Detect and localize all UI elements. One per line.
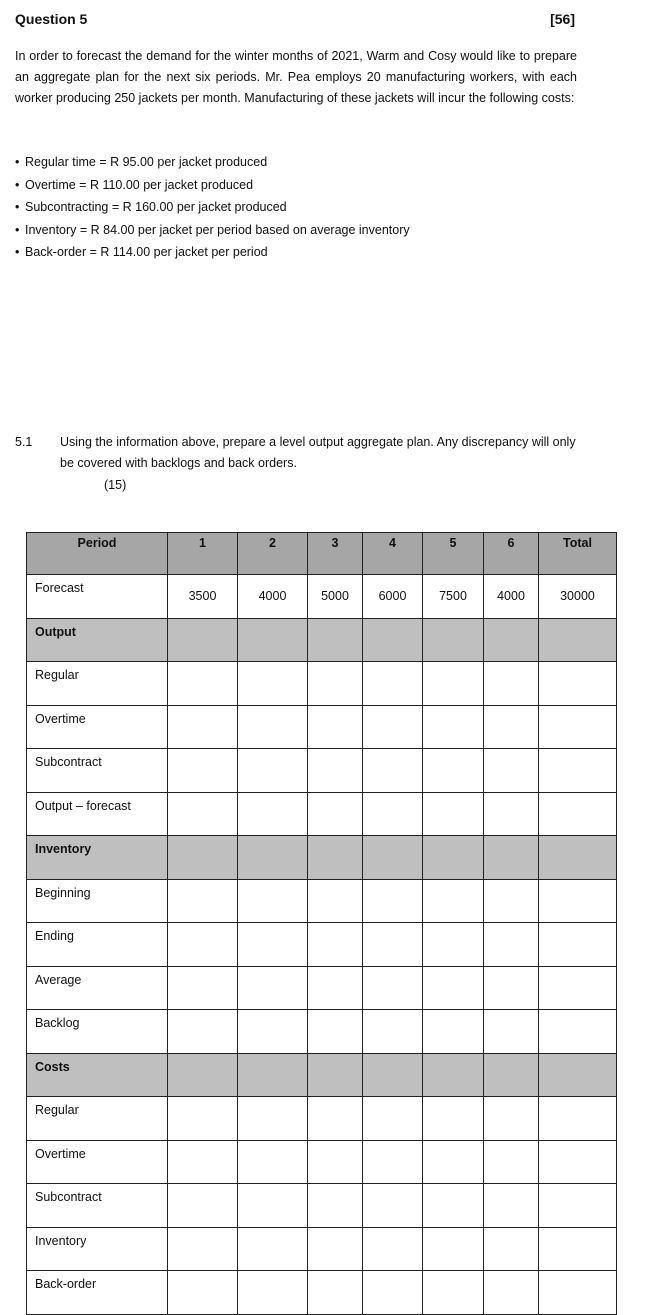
answer-cell[interactable] (308, 662, 363, 706)
table-row (27, 705, 617, 749)
answer-cell[interactable] (168, 966, 238, 1010)
answer-cell[interactable] (423, 966, 484, 1010)
answer-cell[interactable] (168, 879, 238, 923)
answer-cell[interactable] (308, 1010, 363, 1054)
row-label: Subcontract (27, 749, 168, 793)
forecast-cell: 6000 (363, 575, 423, 619)
answer-cell[interactable] (423, 792, 484, 836)
forecast-total-cell: 30000 (539, 575, 617, 619)
col-header-total: Total (539, 533, 617, 575)
answer-cell[interactable] (363, 879, 423, 923)
table-row (27, 1010, 617, 1054)
answer-cell[interactable] (308, 879, 363, 923)
answer-cell[interactable] (539, 966, 617, 1010)
answer-cell[interactable] (238, 749, 308, 793)
answer-cell[interactable] (539, 1271, 617, 1315)
answer-cell[interactable] (238, 1140, 308, 1184)
answer-cell[interactable] (539, 1227, 617, 1271)
answer-cell[interactable] (423, 662, 484, 706)
answer-cell[interactable] (363, 749, 423, 793)
row-label: Forecast (27, 575, 168, 619)
answer-cell[interactable] (168, 705, 238, 749)
section-row-costs (27, 1053, 617, 1097)
forecast-cell: 4000 (238, 575, 308, 619)
answer-cell[interactable] (238, 879, 308, 923)
answer-cell[interactable] (484, 966, 539, 1010)
answer-cell[interactable] (168, 1227, 238, 1271)
subquestion-text: Using the information above, prepare a level output aggregate plan. Any discrepancy will only be covered with backlogs and back orders. (60, 435, 576, 470)
answer-cell[interactable] (539, 792, 617, 836)
answer-cell[interactable] (308, 1271, 363, 1315)
bullet-icon: • (15, 222, 20, 237)
section-row-inventory (27, 836, 617, 880)
answer-cell[interactable] (539, 705, 617, 749)
answer-cell[interactable] (308, 1227, 363, 1271)
table-row (27, 923, 617, 967)
forecast-row (27, 575, 617, 619)
answer-cell[interactable] (238, 1271, 308, 1315)
answer-cell[interactable] (423, 705, 484, 749)
answer-cell[interactable] (168, 1184, 238, 1228)
answer-cell[interactable] (423, 1184, 484, 1228)
answer-cell[interactable] (238, 792, 308, 836)
row-label: Regular (27, 1097, 168, 1141)
question-title: Question 5 (15, 11, 88, 27)
answer-cell[interactable] (423, 1227, 484, 1271)
answer-cell[interactable] (168, 792, 238, 836)
answer-cell[interactable] (539, 749, 617, 793)
answer-cell[interactable] (168, 662, 238, 706)
answer-cell[interactable] (308, 749, 363, 793)
row-label: Output – forecast (27, 792, 168, 836)
table-row (27, 1271, 617, 1315)
row-label: Ending (27, 923, 168, 967)
table-header-row (27, 533, 617, 575)
section-label: Output (27, 618, 168, 662)
cost-item: • Regular time = R 95.00 per jacket produced (15, 152, 410, 175)
col-header-3: 3 (308, 533, 363, 575)
answer-cell[interactable] (484, 1227, 539, 1271)
section-label: Costs (27, 1053, 168, 1097)
question-intro: In order to forecast the demand for the winter months of 2021, Warm and Cosy would like to prepare an aggregate plan for the next six periods. Mr. Pea employs 20 manufacturing workers, with each worker producing 250 jackets per month. Manufacturing of these jackets will incur the following costs: (15, 49, 577, 105)
answer-cell[interactable] (484, 1184, 539, 1228)
answer-cell[interactable] (363, 1184, 423, 1228)
answer-cell[interactable] (168, 1010, 238, 1054)
table-row (27, 879, 617, 923)
answer-cell[interactable] (238, 1184, 308, 1228)
answer-cell[interactable] (484, 662, 539, 706)
answer-cell[interactable] (308, 923, 363, 967)
bullet-icon: • (15, 155, 20, 169)
answer-cell[interactable] (238, 1097, 308, 1141)
answer-cell[interactable] (238, 705, 308, 749)
answer-cell[interactable] (363, 966, 423, 1010)
col-header-4: 4 (363, 533, 423, 575)
subquestion-marks: (15) (104, 478, 127, 492)
answer-cell[interactable] (168, 923, 238, 967)
answer-cell[interactable] (423, 1140, 484, 1184)
bullet-icon: • (15, 177, 20, 192)
col-header-1: 1 (168, 533, 238, 575)
answer-cell[interactable] (308, 966, 363, 1010)
answer-cell[interactable] (308, 1140, 363, 1184)
aggregate-plan-table (26, 532, 617, 1315)
row-label: Inventory (27, 1227, 168, 1271)
answer-cell[interactable] (363, 1227, 423, 1271)
answer-cell[interactable] (423, 749, 484, 793)
answer-cell[interactable] (484, 1271, 539, 1315)
row-label: Overtime (27, 1140, 168, 1184)
answer-cell[interactable] (363, 1010, 423, 1054)
answer-cell[interactable] (539, 879, 617, 923)
table-row (27, 1184, 617, 1228)
answer-cell[interactable] (363, 792, 423, 836)
answer-cell[interactable] (363, 1097, 423, 1141)
answer-cell[interactable] (423, 879, 484, 923)
answer-cell[interactable] (484, 1010, 539, 1054)
answer-cell[interactable] (484, 749, 539, 793)
answer-cell[interactable] (363, 1140, 423, 1184)
row-label: Average (27, 966, 168, 1010)
answer-cell[interactable] (484, 923, 539, 967)
answer-cell[interactable] (423, 923, 484, 967)
col-header-5: 5 (423, 533, 484, 575)
table-row (27, 966, 617, 1010)
answer-cell[interactable] (238, 923, 308, 967)
row-label: Backlog (27, 1010, 168, 1054)
answer-cell[interactable] (238, 966, 308, 1010)
row-label: Subcontract (27, 1184, 168, 1228)
answer-cell[interactable] (484, 879, 539, 923)
answer-cell[interactable] (363, 662, 423, 706)
table-row (27, 792, 617, 836)
answer-cell[interactable] (363, 1271, 423, 1315)
answer-cell[interactable] (238, 1227, 308, 1271)
forecast-cell: 5000 (308, 575, 363, 619)
table-row (27, 662, 617, 706)
forecast-cell: 4000 (484, 575, 539, 619)
cost-item: • Subcontracting = R 160.00 per jacket produced (15, 197, 410, 220)
forecast-cell: 7500 (423, 575, 484, 619)
answer-cell[interactable] (539, 1140, 617, 1184)
answer-cell[interactable] (168, 1271, 238, 1315)
table-row (27, 1097, 617, 1141)
answer-cell[interactable] (168, 1140, 238, 1184)
answer-cell[interactable] (423, 1097, 484, 1141)
cost-list (15, 152, 410, 265)
cost-item: • Inventory = R 84.00 per jacket per period based on average inventory (15, 220, 410, 243)
table-row (27, 1140, 617, 1184)
bullet-icon: • (15, 200, 20, 214)
section-row-output (27, 618, 617, 662)
answer-cell[interactable] (539, 1097, 617, 1141)
table-row (27, 1227, 617, 1271)
answer-cell[interactable] (238, 1010, 308, 1054)
col-header-2: 2 (238, 533, 308, 575)
answer-cell[interactable] (308, 1097, 363, 1141)
answer-cell[interactable] (539, 1184, 617, 1228)
subquestion-number: 5.1 (15, 435, 33, 449)
answer-cell[interactable] (308, 705, 363, 749)
answer-cell[interactable] (423, 1010, 484, 1054)
answer-cell[interactable] (539, 662, 617, 706)
answer-cell[interactable] (539, 923, 617, 967)
answer-cell[interactable] (423, 1271, 484, 1315)
answer-cell[interactable] (168, 1097, 238, 1141)
col-header-6: 6 (484, 533, 539, 575)
row-label: Back-order (27, 1271, 168, 1315)
question-marks: [56] (550, 11, 575, 27)
section-label: Inventory (27, 836, 168, 880)
cost-item: • Back-order = R 114.00 per jacket per period (15, 242, 410, 265)
answer-cell[interactable] (168, 749, 238, 793)
answer-cell[interactable] (308, 792, 363, 836)
answer-cell[interactable] (484, 1140, 539, 1184)
answer-cell[interactable] (539, 1010, 617, 1054)
bullet-icon: • (15, 245, 20, 259)
answer-cell[interactable] (238, 662, 308, 706)
answer-cell[interactable] (363, 923, 423, 967)
answer-cell[interactable] (363, 705, 423, 749)
table-row (27, 749, 617, 793)
cost-item: • Overtime = R 110.00 per jacket produced (15, 175, 410, 198)
row-label: Beginning (27, 879, 168, 923)
answer-cell[interactable] (484, 792, 539, 836)
col-header-period: Period (27, 533, 168, 575)
answer-cell[interactable] (308, 1184, 363, 1228)
answer-cell[interactable] (484, 1097, 539, 1141)
row-label: Regular (27, 662, 168, 706)
answer-cell[interactable] (484, 705, 539, 749)
forecast-cell: 3500 (168, 575, 238, 619)
row-label: Overtime (27, 705, 168, 749)
